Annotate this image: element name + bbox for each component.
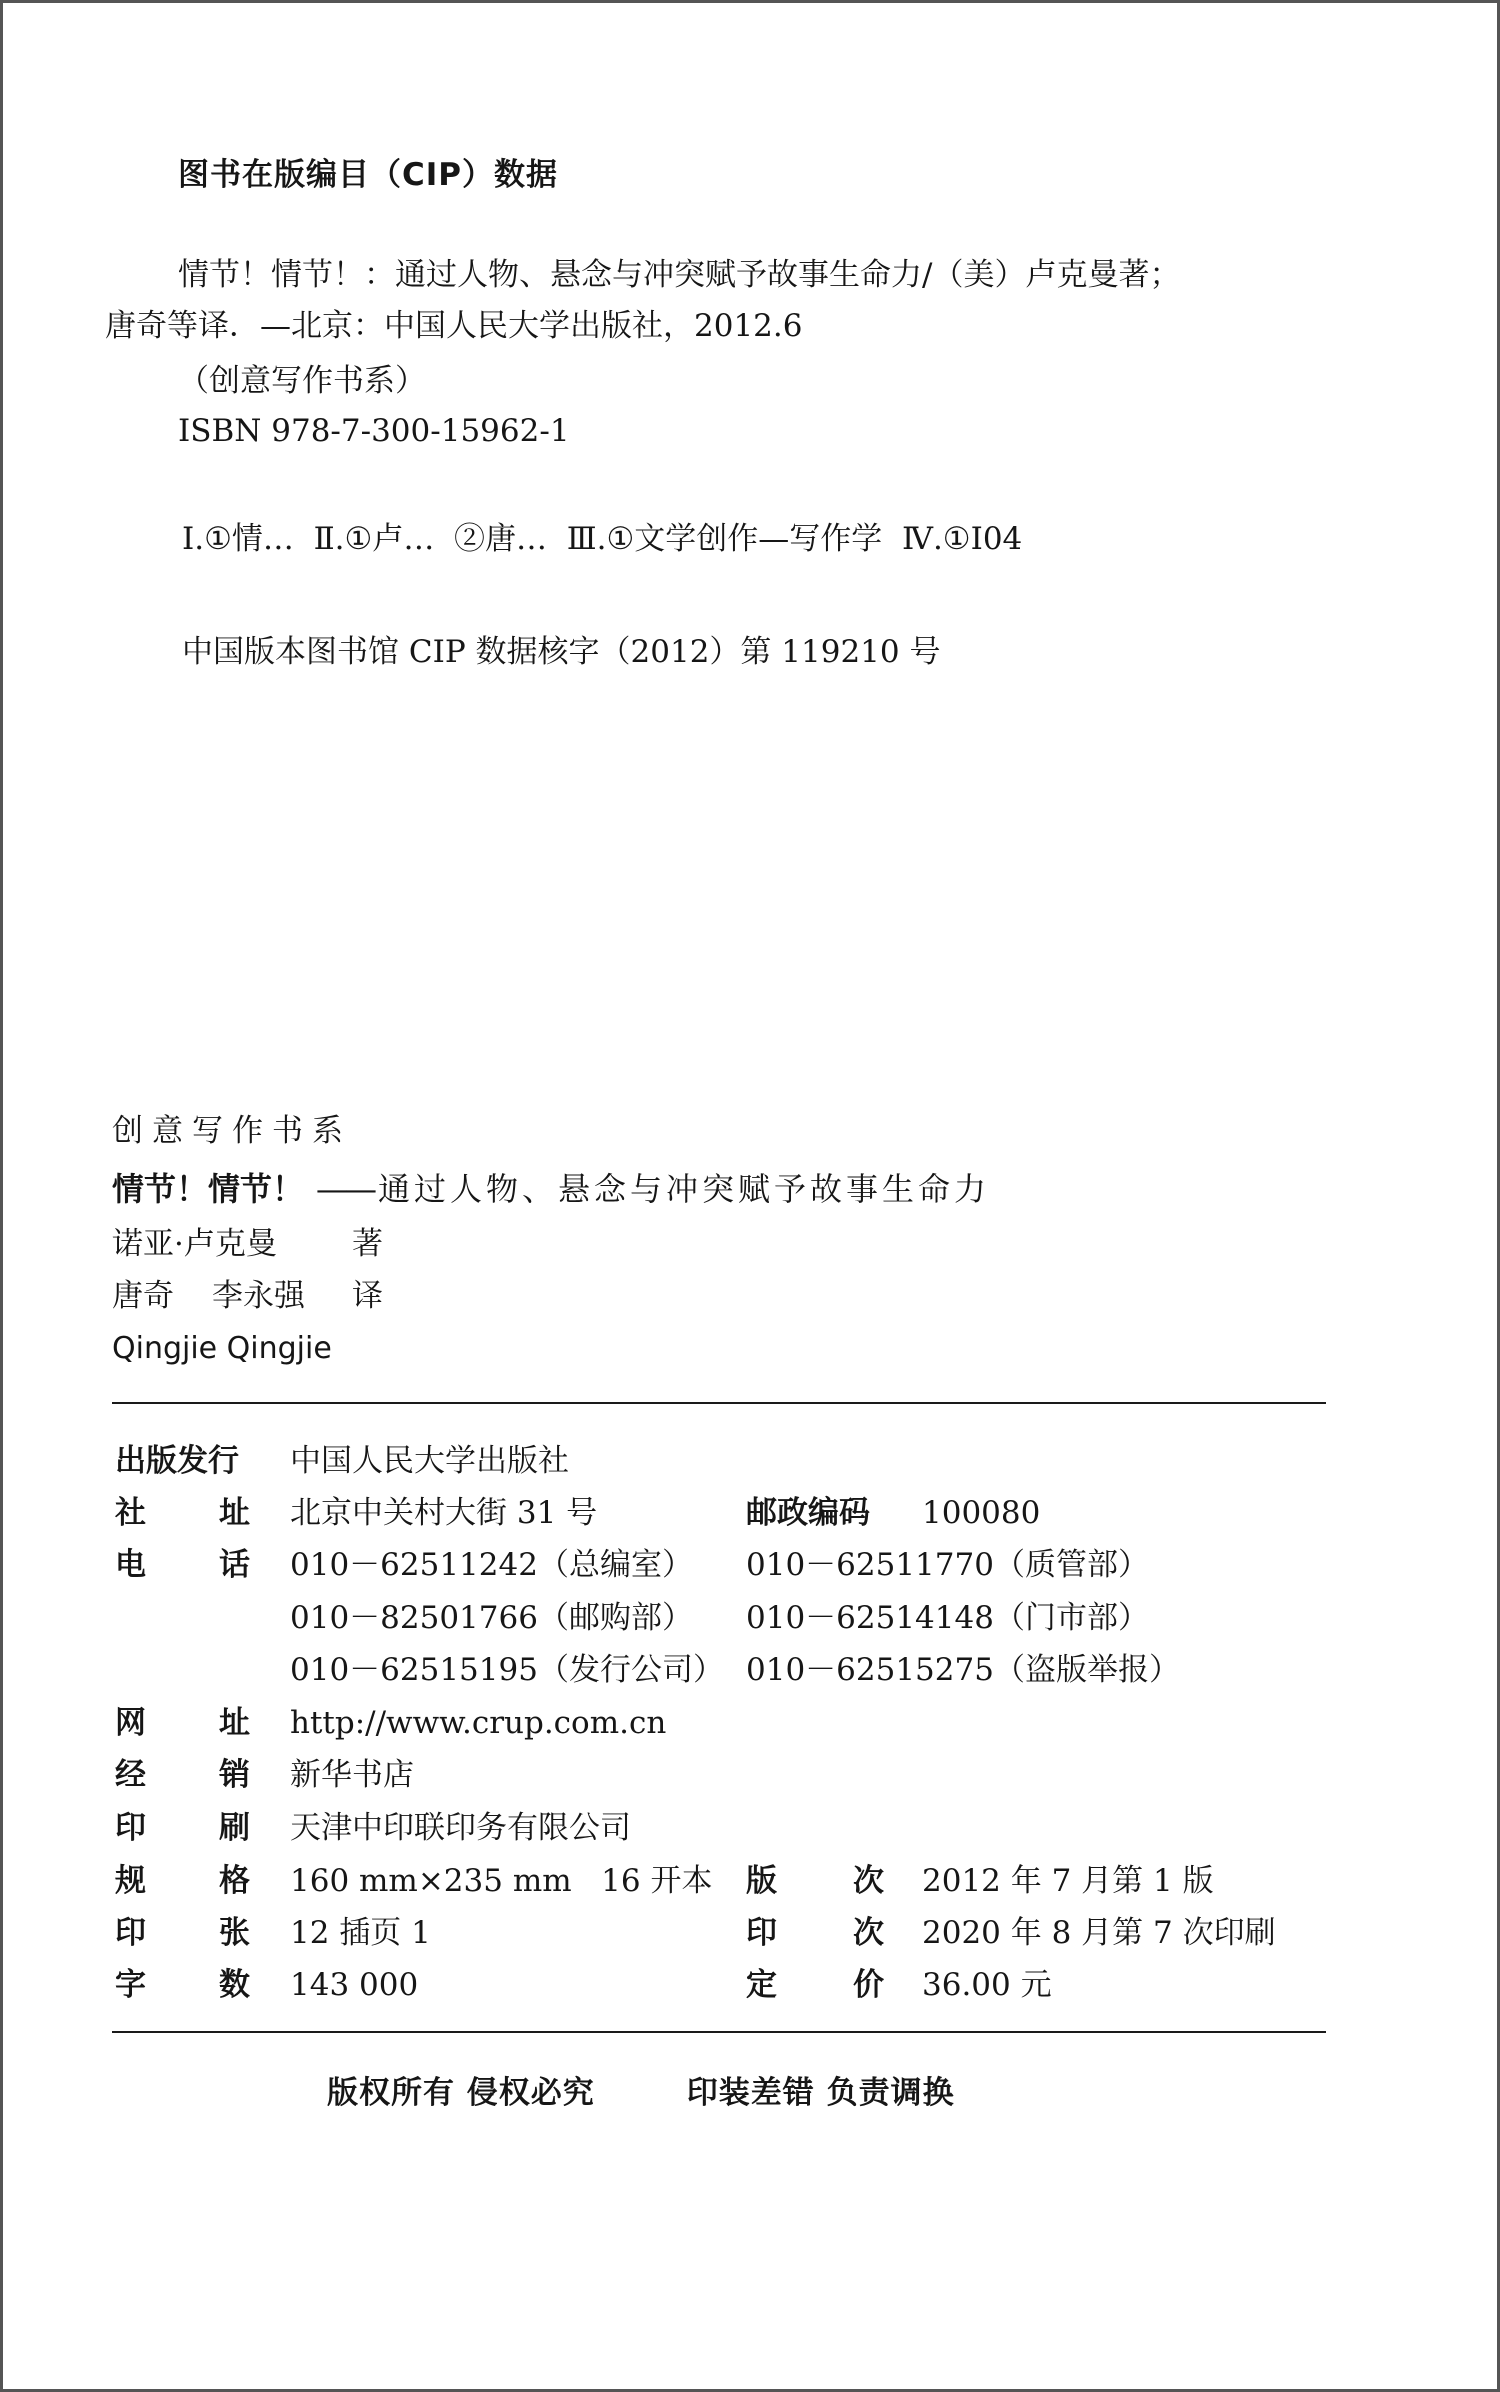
edition-label-2: 次	[853, 1863, 884, 1899]
postcode-value: 100080	[922, 1495, 1041, 1531]
publisher-value: 中国人民大学出版社	[290, 1443, 569, 1479]
address-label-1: 社	[115, 1495, 146, 1531]
website-value: http://www.crup.com.cn	[290, 1705, 667, 1741]
postcode-label: 邮政编码	[746, 1495, 870, 1531]
format-value: 160 mm×235 mm 16 开本	[290, 1863, 713, 1899]
cip-record-number: 中国版本图书馆 CIP 数据核字（2012）第 119210 号	[182, 634, 941, 670]
author-role: 著	[352, 1226, 383, 1262]
format-label-2: 格	[219, 1863, 250, 1899]
footer-notice	[327, 2075, 955, 2111]
sheets-label-1: 印	[115, 1915, 146, 1951]
translator-role: 译	[352, 1278, 383, 1314]
website-label-2: 址	[219, 1705, 250, 1741]
title-pinyin: Qingjie Qingjie	[112, 1331, 332, 1366]
sheets-value: 12 插页 1	[290, 1915, 431, 1951]
printer-value: 天津中印联印务有限公司	[290, 1810, 631, 1846]
divider-bottom	[112, 2031, 1326, 2033]
address-value: 北京中关村大街 31 号	[290, 1495, 598, 1531]
book-title-main: 情节！情节！	[112, 1170, 305, 1208]
word-count-label-1: 字	[115, 1967, 146, 2003]
phone-editorial: 010－62511242（总编室）	[290, 1547, 693, 1583]
cip-line-title: 情节！情节！：通过人物、悬念与冲突赋予故事生命力/（美）卢克曼著；	[178, 257, 1181, 293]
phone-label-1: 电	[115, 1547, 146, 1583]
cip-line-isbn: ISBN 978-7-300-15962-1	[178, 413, 570, 449]
distributor-label-1: 经	[115, 1757, 146, 1793]
series-name: 创意写作书系	[112, 1113, 352, 1149]
distributor-label-2: 销	[219, 1757, 250, 1793]
distributor-value: 新华书店	[290, 1757, 414, 1793]
divider-top	[112, 1402, 1326, 1404]
translator-1: 唐奇	[112, 1278, 174, 1314]
format-label-1: 规	[115, 1863, 146, 1899]
book-title	[112, 1170, 991, 1208]
cip-line-series: （创意写作书系）	[178, 363, 426, 399]
cip-line-publisher: 唐奇等译．—北京：中国人民大学出版社，2012.6	[105, 308, 803, 344]
phone-mail-order: 010－82501766（邮购部）	[290, 1600, 693, 1636]
address-label-2: 址	[219, 1495, 250, 1531]
printing-value: 2020 年 8 月第 7 次印刷	[922, 1915, 1276, 1951]
phone-distribution: 010－62515195（发行公司）	[290, 1652, 724, 1688]
word-count-value: 143 000	[290, 1967, 419, 2003]
printing-label-2: 次	[853, 1915, 884, 1951]
phone-store: 010－62514148（门市部）	[746, 1600, 1149, 1636]
title-dash: ——	[316, 1170, 375, 1208]
price-label-1: 定	[746, 1967, 777, 2003]
cip-heading: 图书在版编目（CIP）数据	[178, 157, 559, 193]
price-value: 36.00 元	[922, 1967, 1052, 2003]
book-subtitle: 通过人物、悬念与冲突赋予故事生命力	[378, 1170, 991, 1208]
word-count-label-2: 数	[219, 1967, 250, 2003]
cip-classification: Ⅰ.①情… Ⅱ.①卢… ②唐… Ⅲ.①文学创作—写作学 Ⅳ.①I04	[182, 521, 1023, 557]
translator-2: 李永强	[212, 1278, 305, 1314]
price-label-2: 价	[853, 1967, 884, 2003]
author-name: 诺亚·卢克曼	[112, 1226, 277, 1262]
website-label-1: 网	[115, 1705, 146, 1741]
author-credit	[112, 1226, 383, 1262]
phone-label-2: 话	[219, 1547, 250, 1583]
phone-quality: 010－62511770（质管部）	[746, 1547, 1149, 1583]
phone-piracy-report: 010－62515275（盗版举报）	[746, 1652, 1180, 1688]
printer-label-1: 印	[115, 1810, 146, 1846]
replacement-notice: 印装差错 负责调换	[686, 2075, 955, 2111]
printer-label-2: 刷	[219, 1810, 250, 1846]
translator-credit	[112, 1278, 383, 1314]
sheets-label-2: 张	[219, 1915, 250, 1951]
publisher-label: 出版发行	[115, 1443, 239, 1479]
edition-label-1: 版	[746, 1863, 777, 1899]
edition-value: 2012 年 7 月第 1 版	[922, 1863, 1214, 1899]
copyright-notice: 版权所有 侵权必究	[327, 2075, 595, 2111]
printing-label-1: 印	[746, 1915, 777, 1951]
